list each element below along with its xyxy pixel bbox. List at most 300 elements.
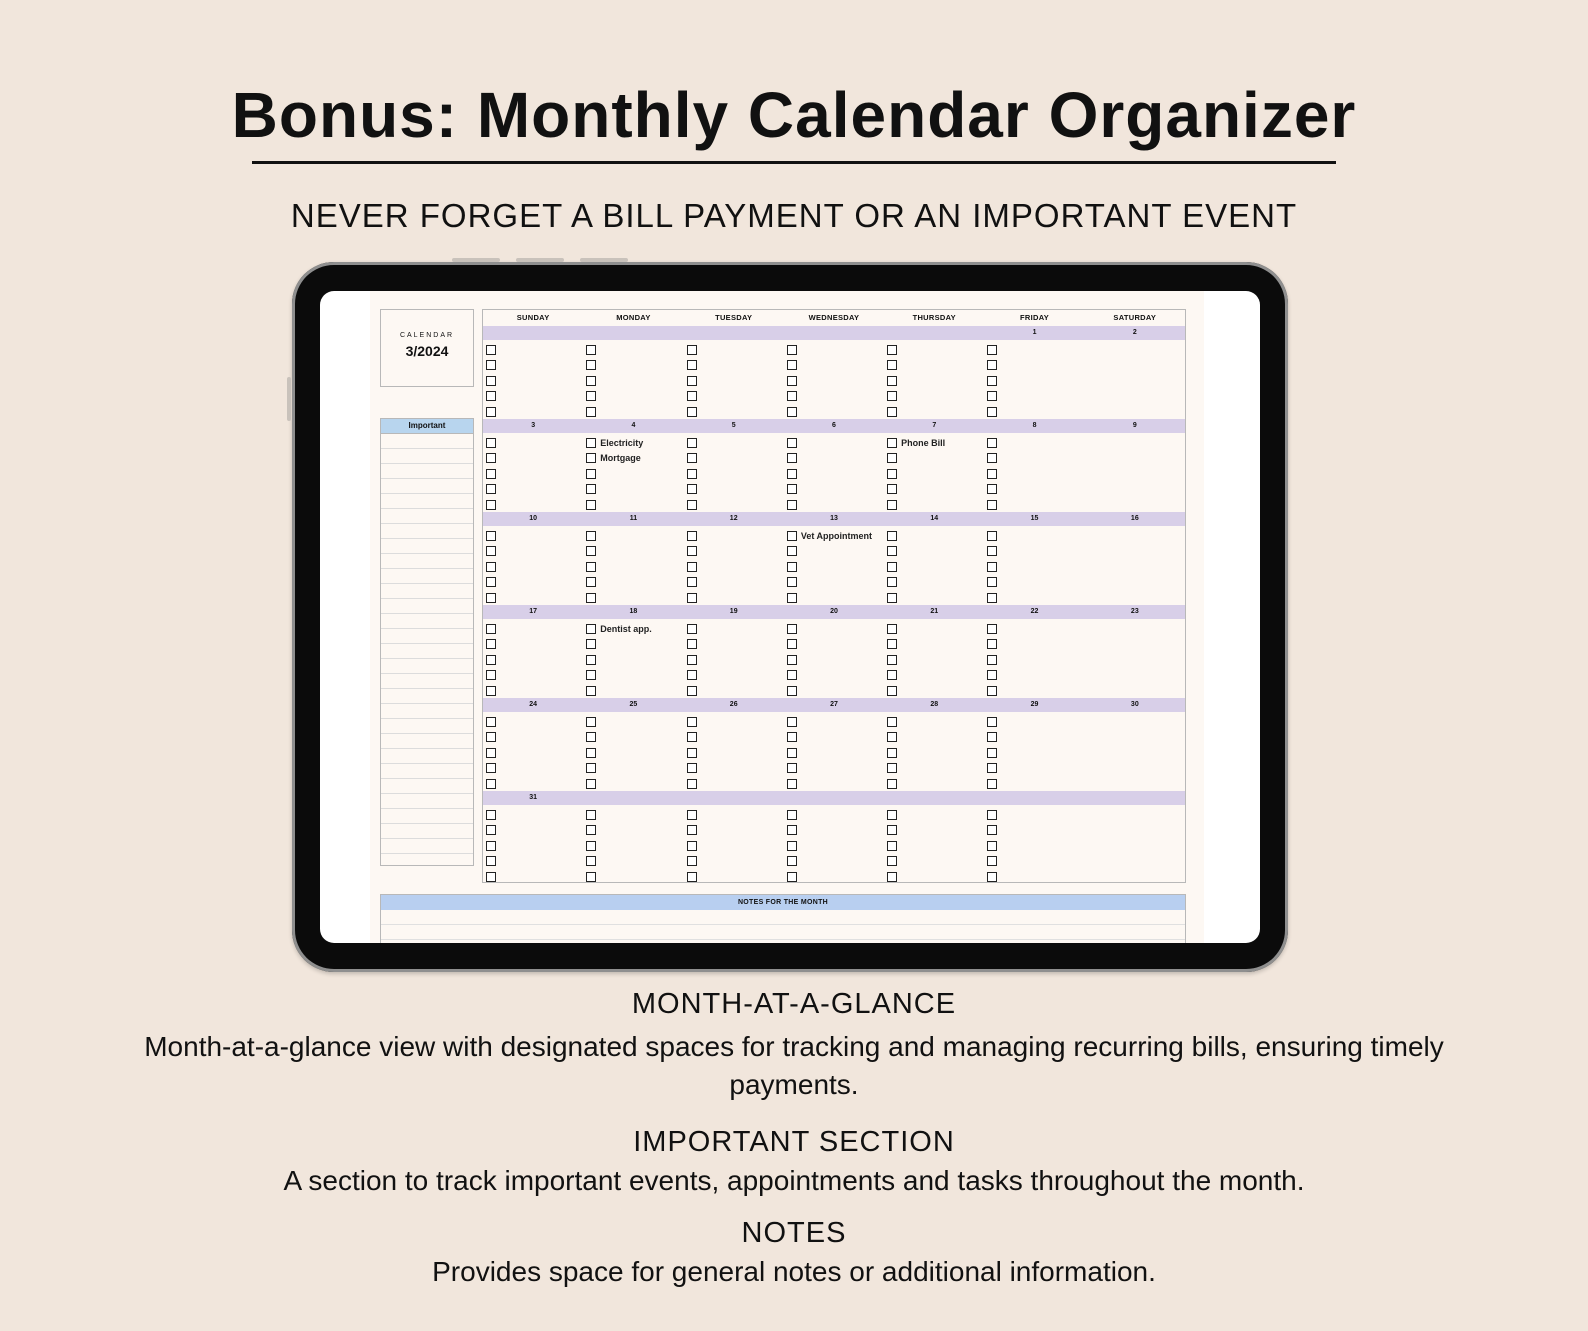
day-cell	[684, 340, 784, 420]
task-checkbox[interactable]	[687, 345, 697, 355]
task-row	[987, 466, 1084, 482]
notes-line[interactable]	[381, 910, 1185, 925]
task-checkbox[interactable]	[486, 872, 496, 882]
task-checkbox[interactable]	[987, 577, 997, 587]
task-checkbox[interactable]	[887, 484, 897, 494]
week-row	[483, 605, 1185, 698]
task-row	[887, 544, 984, 560]
task-checkbox[interactable]	[687, 624, 697, 634]
task-checkbox[interactable]	[586, 438, 596, 448]
task-row	[1088, 854, 1185, 870]
task-checkbox[interactable]	[887, 391, 897, 401]
task-row	[486, 451, 583, 467]
task-row	[586, 451, 683, 467]
task-checkbox[interactable]	[787, 779, 797, 789]
task-checkbox[interactable]	[987, 686, 997, 696]
task-checkbox[interactable]	[687, 484, 697, 494]
task-row	[987, 559, 1084, 575]
task-checkbox[interactable]	[887, 670, 897, 680]
task-checkbox[interactable]	[486, 779, 496, 789]
date-number: 12	[729, 515, 738, 522]
date-number: 19	[729, 608, 738, 615]
day-cell	[583, 805, 683, 885]
task-checkbox[interactable]	[887, 407, 897, 417]
task-checkbox[interactable]	[486, 732, 496, 742]
task-checkbox[interactable]	[887, 841, 897, 851]
task-row	[486, 621, 583, 637]
task-checkbox[interactable]	[486, 360, 496, 370]
task-checkbox[interactable]	[687, 593, 697, 603]
day-cell	[984, 619, 1084, 699]
task-row	[787, 730, 884, 746]
date-number: 20	[830, 608, 838, 615]
task-checkbox[interactable]	[987, 593, 997, 603]
task-checkbox[interactable]	[687, 872, 697, 882]
task-checkbox[interactable]	[887, 453, 897, 463]
task-row	[787, 823, 884, 839]
task-checkbox[interactable]	[987, 810, 997, 820]
task-checkbox[interactable]	[586, 360, 596, 370]
section-text-important: A section to track important events, appointments and tasks throughout the month.	[283, 1165, 1305, 1196]
task-checkbox[interactable]	[787, 593, 797, 603]
tablet-top-button	[452, 258, 500, 262]
task-checkbox[interactable]	[787, 360, 797, 370]
task-checkbox[interactable]	[787, 686, 797, 696]
task-checkbox[interactable]	[987, 345, 997, 355]
task-row	[987, 590, 1084, 606]
task-row	[586, 559, 683, 575]
task-row	[787, 621, 884, 637]
task-checkbox[interactable]	[787, 763, 797, 773]
weekday-label: FRIDAY	[1020, 313, 1050, 322]
task-checkbox[interactable]	[687, 500, 697, 510]
task-checkbox[interactable]	[486, 577, 496, 587]
task-row	[787, 776, 884, 792]
weekday-label: MONDAY	[616, 313, 651, 322]
task-checkbox[interactable]	[887, 639, 897, 649]
task-checkbox[interactable]	[787, 345, 797, 355]
task-checkbox[interactable]	[887, 856, 897, 866]
calendar-label: CALENDAR	[399, 332, 455, 339]
task-row	[787, 745, 884, 761]
task-checkbox[interactable]	[687, 531, 697, 541]
important-section[interactable]	[380, 418, 474, 866]
task-row	[887, 482, 984, 498]
task-checkbox[interactable]	[787, 732, 797, 742]
task-checkbox[interactable]	[787, 546, 797, 556]
task-checkbox[interactable]	[586, 345, 596, 355]
task-label[interactable]: Phone Bill	[901, 437, 946, 448]
task-checkbox[interactable]	[887, 655, 897, 665]
task-checkbox[interactable]	[586, 469, 596, 479]
task-checkbox[interactable]	[987, 872, 997, 882]
task-checkbox[interactable]	[787, 872, 797, 882]
task-checkbox[interactable]	[687, 639, 697, 649]
task-row	[887, 466, 984, 482]
task-checkbox[interactable]	[486, 469, 496, 479]
task-checkbox[interactable]	[987, 825, 997, 835]
task-checkbox[interactable]	[586, 391, 596, 401]
task-checkbox[interactable]	[887, 562, 897, 572]
task-row	[486, 559, 583, 575]
task-label[interactable]: Dentist app.	[600, 623, 652, 634]
task-checkbox[interactable]	[586, 717, 596, 727]
date-number	[684, 791, 784, 805]
task-checkbox[interactable]	[687, 546, 697, 556]
task-checkbox[interactable]	[586, 872, 596, 882]
task-checkbox[interactable]	[687, 453, 697, 463]
task-checkbox[interactable]	[987, 484, 997, 494]
task-checkbox[interactable]	[687, 407, 697, 417]
task-row	[887, 761, 984, 777]
task-checkbox[interactable]	[486, 531, 496, 541]
task-row	[1088, 575, 1185, 591]
task-row	[687, 745, 784, 761]
task-row	[987, 389, 1084, 405]
task-checkbox[interactable]	[486, 562, 496, 572]
task-row	[987, 482, 1084, 498]
calendar-month-value[interactable]: 3/2024	[405, 343, 449, 359]
task-checkbox[interactable]	[586, 841, 596, 851]
task-checkbox[interactable]	[887, 345, 897, 355]
task-checkbox[interactable]	[887, 763, 897, 773]
task-checkbox[interactable]	[687, 391, 697, 401]
task-checkbox[interactable]	[787, 391, 797, 401]
task-checkbox[interactable]	[987, 841, 997, 851]
task-checkbox[interactable]	[486, 856, 496, 866]
task-row	[687, 621, 784, 637]
task-checkbox[interactable]	[887, 717, 897, 727]
task-checkbox[interactable]	[887, 577, 897, 587]
task-checkbox[interactable]	[586, 732, 596, 742]
task-checkbox[interactable]	[787, 407, 797, 417]
task-row	[586, 544, 683, 560]
task-checkbox[interactable]	[687, 825, 697, 835]
task-checkbox[interactable]	[887, 732, 897, 742]
task-checkbox[interactable]	[586, 531, 596, 541]
task-checkbox[interactable]	[586, 624, 596, 634]
task-checkbox[interactable]	[787, 748, 797, 758]
tablet-top-button	[516, 258, 564, 262]
task-checkbox[interactable]	[787, 438, 797, 448]
task-checkbox[interactable]	[687, 655, 697, 665]
task-row	[987, 838, 1084, 854]
task-checkbox[interactable]	[586, 655, 596, 665]
task-checkbox[interactable]	[586, 810, 596, 820]
task-checkbox[interactable]	[787, 562, 797, 572]
task-checkbox[interactable]	[987, 500, 997, 510]
task-checkbox[interactable]	[987, 655, 997, 665]
task-checkbox[interactable]	[687, 469, 697, 479]
day-cell	[884, 619, 984, 699]
task-row	[987, 373, 1084, 389]
task-checkbox[interactable]	[887, 469, 897, 479]
task-row	[987, 761, 1084, 777]
task-checkbox[interactable]	[987, 469, 997, 479]
task-checkbox[interactable]	[787, 624, 797, 634]
task-row	[687, 544, 784, 560]
task-row	[987, 358, 1084, 374]
task-checkbox[interactable]	[987, 438, 997, 448]
task-row	[687, 559, 784, 575]
task-checkbox[interactable]	[787, 469, 797, 479]
date-number: 2	[1132, 329, 1137, 336]
task-checkbox[interactable]	[887, 810, 897, 820]
task-checkbox[interactable]	[787, 655, 797, 665]
task-checkbox[interactable]	[787, 717, 797, 727]
task-checkbox[interactable]	[486, 500, 496, 510]
task-checkbox[interactable]	[486, 593, 496, 603]
task-checkbox[interactable]	[586, 577, 596, 587]
notes-section[interactable]	[380, 894, 1186, 943]
task-checkbox[interactable]	[586, 748, 596, 758]
task-checkbox[interactable]	[486, 655, 496, 665]
date-number: 1	[1032, 329, 1037, 336]
task-checkbox[interactable]	[787, 856, 797, 866]
task-row	[586, 637, 683, 653]
week-date-band	[483, 419, 1185, 433]
task-row	[586, 528, 683, 544]
task-checkbox[interactable]	[887, 825, 897, 835]
task-checkbox[interactable]	[486, 624, 496, 634]
week-date-band	[483, 791, 1185, 805]
week-date-band	[483, 605, 1185, 619]
task-row	[1088, 776, 1185, 792]
task-checkbox[interactable]	[987, 779, 997, 789]
task-checkbox[interactable]	[987, 732, 997, 742]
task-checkbox[interactable]	[687, 438, 697, 448]
task-row	[687, 776, 784, 792]
day-cell	[884, 712, 984, 792]
task-row	[987, 544, 1084, 560]
task-checkbox[interactable]	[987, 376, 997, 386]
task-checkbox[interactable]	[687, 577, 697, 587]
task-label[interactable]: Vet Appointment	[800, 530, 873, 541]
task-checkbox[interactable]	[586, 779, 596, 789]
date-number: 18	[629, 608, 638, 615]
task-checkbox[interactable]	[486, 825, 496, 835]
task-row	[687, 528, 784, 544]
task-checkbox[interactable]	[887, 624, 897, 634]
task-checkbox[interactable]	[586, 763, 596, 773]
task-checkbox[interactable]	[586, 453, 596, 463]
task-checkbox[interactable]	[987, 748, 997, 758]
date-number: 11	[629, 515, 638, 522]
task-row	[687, 652, 784, 668]
day-cell	[784, 712, 884, 792]
task-checkbox[interactable]	[987, 531, 997, 541]
task-checkbox[interactable]	[787, 810, 797, 820]
task-row	[586, 807, 683, 823]
task-row	[787, 482, 884, 498]
task-checkbox[interactable]	[887, 872, 897, 882]
date-number	[684, 326, 784, 340]
task-checkbox[interactable]	[987, 407, 997, 417]
task-checkbox[interactable]	[987, 763, 997, 773]
notes-line[interactable]	[381, 925, 1185, 940]
task-row	[1088, 745, 1185, 761]
task-row	[486, 466, 583, 482]
task-checkbox[interactable]	[887, 438, 897, 448]
task-row	[887, 373, 984, 389]
task-row	[1088, 683, 1185, 699]
task-checkbox[interactable]	[787, 484, 797, 494]
task-label[interactable]: Mortgage	[600, 453, 641, 464]
date-number: 15	[1030, 515, 1039, 522]
task-row	[687, 389, 784, 405]
weekday-label: THURSDAY	[912, 313, 956, 322]
task-row	[887, 652, 984, 668]
task-checkbox[interactable]	[987, 453, 997, 463]
task-checkbox[interactable]	[887, 360, 897, 370]
task-row	[687, 435, 784, 451]
task-checkbox[interactable]	[586, 593, 596, 603]
weekday-label: WEDNESDAY	[808, 313, 860, 322]
task-row	[987, 342, 1084, 358]
task-checkbox[interactable]	[586, 639, 596, 649]
task-row	[486, 342, 583, 358]
day-cell	[984, 340, 1084, 420]
task-checkbox[interactable]	[486, 810, 496, 820]
task-checkbox[interactable]	[486, 686, 496, 696]
task-row	[987, 621, 1084, 637]
task-checkbox[interactable]	[987, 670, 997, 680]
task-checkbox[interactable]	[486, 376, 496, 386]
task-checkbox[interactable]	[586, 407, 596, 417]
task-checkbox[interactable]	[486, 345, 496, 355]
task-row	[687, 807, 784, 823]
day-cell	[784, 433, 884, 513]
task-checkbox[interactable]	[687, 360, 697, 370]
task-row	[787, 807, 884, 823]
date-number	[483, 326, 583, 340]
task-checkbox[interactable]	[987, 639, 997, 649]
task-checkbox[interactable]	[987, 856, 997, 866]
date-number	[784, 791, 884, 805]
task-checkbox[interactable]	[887, 531, 897, 541]
task-checkbox[interactable]	[486, 438, 496, 448]
task-checkbox[interactable]	[687, 686, 697, 696]
task-checkbox[interactable]	[486, 639, 496, 649]
task-row	[787, 342, 884, 358]
task-checkbox[interactable]	[887, 593, 897, 603]
task-row	[687, 730, 784, 746]
task-checkbox[interactable]	[586, 670, 596, 680]
task-checkbox[interactable]	[687, 732, 697, 742]
task-checkbox[interactable]	[687, 670, 697, 680]
task-checkbox[interactable]	[787, 531, 797, 541]
task-row	[486, 745, 583, 761]
task-checkbox[interactable]	[486, 407, 496, 417]
task-checkbox[interactable]	[987, 717, 997, 727]
weekday-header	[483, 310, 1185, 326]
task-checkbox[interactable]	[687, 376, 697, 386]
task-checkbox[interactable]	[787, 453, 797, 463]
task-checkbox[interactable]	[486, 670, 496, 680]
task-checkbox[interactable]	[486, 748, 496, 758]
task-checkbox[interactable]	[787, 670, 797, 680]
task-row	[787, 497, 884, 513]
task-checkbox[interactable]	[687, 763, 697, 773]
date-number	[583, 326, 683, 340]
task-checkbox[interactable]	[887, 546, 897, 556]
task-checkbox[interactable]	[787, 376, 797, 386]
task-checkbox[interactable]	[586, 825, 596, 835]
task-checkbox[interactable]	[987, 360, 997, 370]
task-row	[687, 823, 784, 839]
task-row	[787, 528, 884, 544]
task-checkbox[interactable]	[987, 562, 997, 572]
task-checkbox[interactable]	[687, 748, 697, 758]
task-checkbox[interactable]	[586, 856, 596, 866]
task-checkbox[interactable]	[486, 391, 496, 401]
notes-header: NOTES FOR THE MONTH	[381, 895, 1185, 910]
task-checkbox[interactable]	[787, 841, 797, 851]
tablet-top-button	[580, 258, 628, 262]
task-checkbox[interactable]	[887, 376, 897, 386]
task-checkbox[interactable]	[987, 391, 997, 401]
task-checkbox[interactable]	[887, 779, 897, 789]
task-row	[987, 528, 1084, 544]
task-checkbox[interactable]	[687, 810, 697, 820]
task-checkbox[interactable]	[787, 639, 797, 649]
task-checkbox[interactable]	[787, 577, 797, 587]
task-row	[987, 683, 1084, 699]
day-cell	[583, 340, 683, 420]
page-subtitle: NEVER FORGET A BILL PAYMENT OR AN IMPORTANT EVENT	[290, 197, 1298, 234]
task-checkbox[interactable]	[586, 562, 596, 572]
task-checkbox[interactable]	[787, 500, 797, 510]
task-checkbox[interactable]	[486, 717, 496, 727]
task-checkbox[interactable]	[887, 686, 897, 696]
date-number	[583, 791, 683, 805]
task-row	[787, 854, 884, 870]
date-number: 25	[629, 701, 638, 708]
task-checkbox[interactable]	[586, 500, 596, 510]
title-underline	[252, 161, 1336, 164]
task-checkbox[interactable]	[687, 856, 697, 866]
task-checkbox[interactable]	[987, 546, 997, 556]
task-row	[486, 575, 583, 591]
task-checkbox[interactable]	[887, 748, 897, 758]
task-label[interactable]: Electricity	[600, 437, 644, 448]
task-row	[887, 590, 984, 606]
task-checkbox[interactable]	[687, 562, 697, 572]
task-checkbox[interactable]	[486, 546, 496, 556]
task-checkbox[interactable]	[687, 779, 697, 789]
task-checkbox[interactable]	[987, 624, 997, 634]
task-row	[787, 389, 884, 405]
task-checkbox[interactable]	[887, 500, 897, 510]
task-row	[1088, 451, 1185, 467]
task-checkbox[interactable]	[586, 484, 596, 494]
task-row	[787, 652, 884, 668]
task-checkbox[interactable]	[687, 841, 697, 851]
task-checkbox[interactable]	[486, 763, 496, 773]
task-checkbox[interactable]	[687, 717, 697, 727]
task-checkbox[interactable]	[586, 686, 596, 696]
week-cells	[483, 805, 1185, 885]
task-checkbox[interactable]	[787, 825, 797, 835]
task-checkbox[interactable]	[486, 453, 496, 463]
task-checkbox[interactable]	[586, 376, 596, 386]
task-row	[687, 869, 784, 885]
day-cell	[583, 619, 683, 699]
task-checkbox[interactable]	[586, 546, 596, 556]
task-checkbox[interactable]	[486, 841, 496, 851]
task-checkbox[interactable]	[486, 484, 496, 494]
day-cell	[984, 712, 1084, 792]
